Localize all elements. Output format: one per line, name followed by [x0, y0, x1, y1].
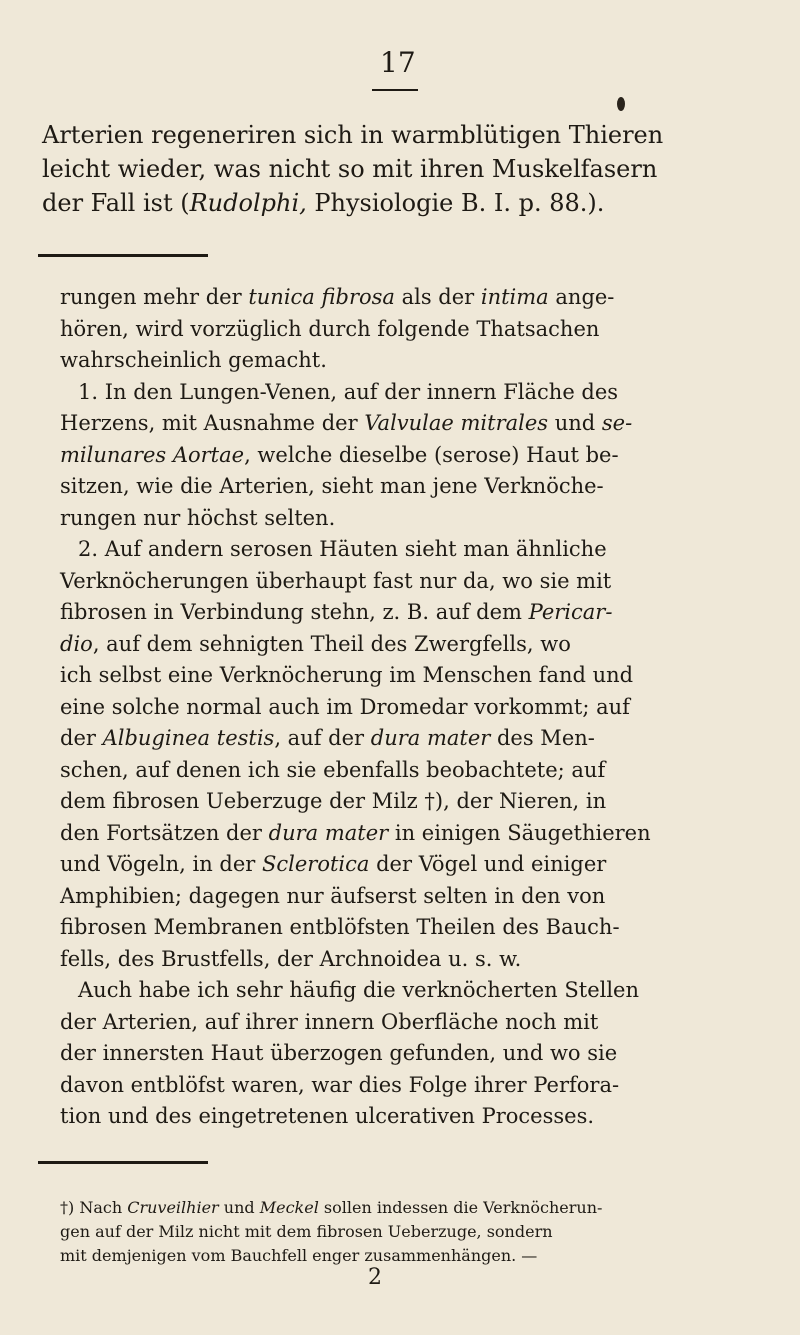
text-line: Herzens, mit Ausnahme der Valvulae mitrales und se- — [60, 411, 633, 435]
text-line: der Arterien, auf ihrer innern Oberfläche noch mit — [60, 1009, 599, 1034]
text-line: schen, auf denen ich sie ebenfalls beobachtete; auf — [60, 757, 606, 782]
text-line: der Fall ist (Rudolphi, Physiologie B. I. p. 88.). — [42, 189, 605, 217]
text-line: und Vögeln, in der Sclerotica der Vögel und einiger — [60, 852, 607, 876]
footnote-line: gen auf der Milz nicht mit dem fibrosen Ueberzuge, sondern — [60, 1222, 553, 1241]
text-line: wahrscheinlich gemacht. — [60, 348, 327, 372]
text-line: Auch habe ich sehr häufig die verknöcherten Stellen — [78, 978, 640, 1002]
text-line: dem fibrosen Ueberzuge der Milz †), der Nieren, in — [60, 789, 607, 813]
text-line: Arterien regeneriren sich in warmblütigen Thieren — [42, 121, 664, 149]
text-line: fibrosen Membranen entblöfsten Theilen des Bauch- — [60, 915, 620, 939]
text-line: 2. Auf andern serosen Häuten sieht man ähnliche — [78, 537, 607, 561]
text-line: dio, auf dem sehnigten Theil des Zwergfells, wo — [60, 631, 571, 656]
text-line: fibrosen in Verbindung stehn, z. B. auf dem Pericar- — [60, 600, 613, 624]
text-line: hören, wird vorzüglich durch folgende Thatsachen — [60, 316, 600, 341]
main-text — [60, 282, 750, 1133]
ink-speck — [617, 97, 625, 111]
text-line: rungen mehr der tunica fibrosa als der intima ange- — [60, 285, 615, 309]
text-line: davon entblöfst waren, war dies Folge ihrer Perfora- — [60, 1072, 620, 1097]
text-line: sitzen, wie die Arterien, sieht man jene Verknöche- — [60, 474, 604, 498]
text-line: eine solche normal auch im Dromedar vorkommt; auf — [60, 694, 630, 719]
text-line: leicht wieder, was nicht so mit ihren Muskelfasern — [42, 155, 658, 183]
footnote-line: †) Nach Cruveilhier und Meckel sollen indessen die Verknöcherun- — [60, 1198, 603, 1217]
footnote-line: mit demjenigen vom Bauchfell enger zusammenhängen. — — [60, 1246, 538, 1265]
footnote — [60, 1196, 760, 1268]
page-number-underline — [372, 89, 418, 91]
text-line: rungen nur höchst selten. — [60, 505, 336, 530]
text-line: ich selbst eine Verknöcherung im Menschen fand und — [60, 663, 634, 687]
text-line: Verknöcherungen überhaupt fast nur da, wo sie mit — [60, 568, 612, 593]
text-line: fells, des Brustfells, der Archnoidea u. s. w. — [60, 946, 522, 971]
text-line: der innersten Haut überzogen gefunden, und wo sie — [60, 1041, 618, 1065]
top-text-fragment — [42, 118, 732, 220]
section-divider — [38, 254, 208, 257]
footnote-divider — [38, 1161, 208, 1164]
signature-mark: 2 — [368, 1265, 382, 1290]
text-line: tion und des eingetretenen ulcerativen Processes. — [60, 1104, 595, 1128]
text-line: den Fortsätzen der dura mater in einigen Säugethieren — [60, 820, 651, 845]
text-line: Amphibien; dagegen nur äufserst selten in den von — [60, 883, 606, 908]
page-number: 17 — [380, 46, 416, 79]
text-line: 1. In den Lungen-Venen, auf der innern Fläche des — [78, 379, 619, 404]
text-line: milunares Aortae, welche dieselbe (serose) Haut be- — [60, 442, 619, 467]
text-line: der Albuginea testis, auf der dura mater des Men- — [60, 726, 595, 750]
